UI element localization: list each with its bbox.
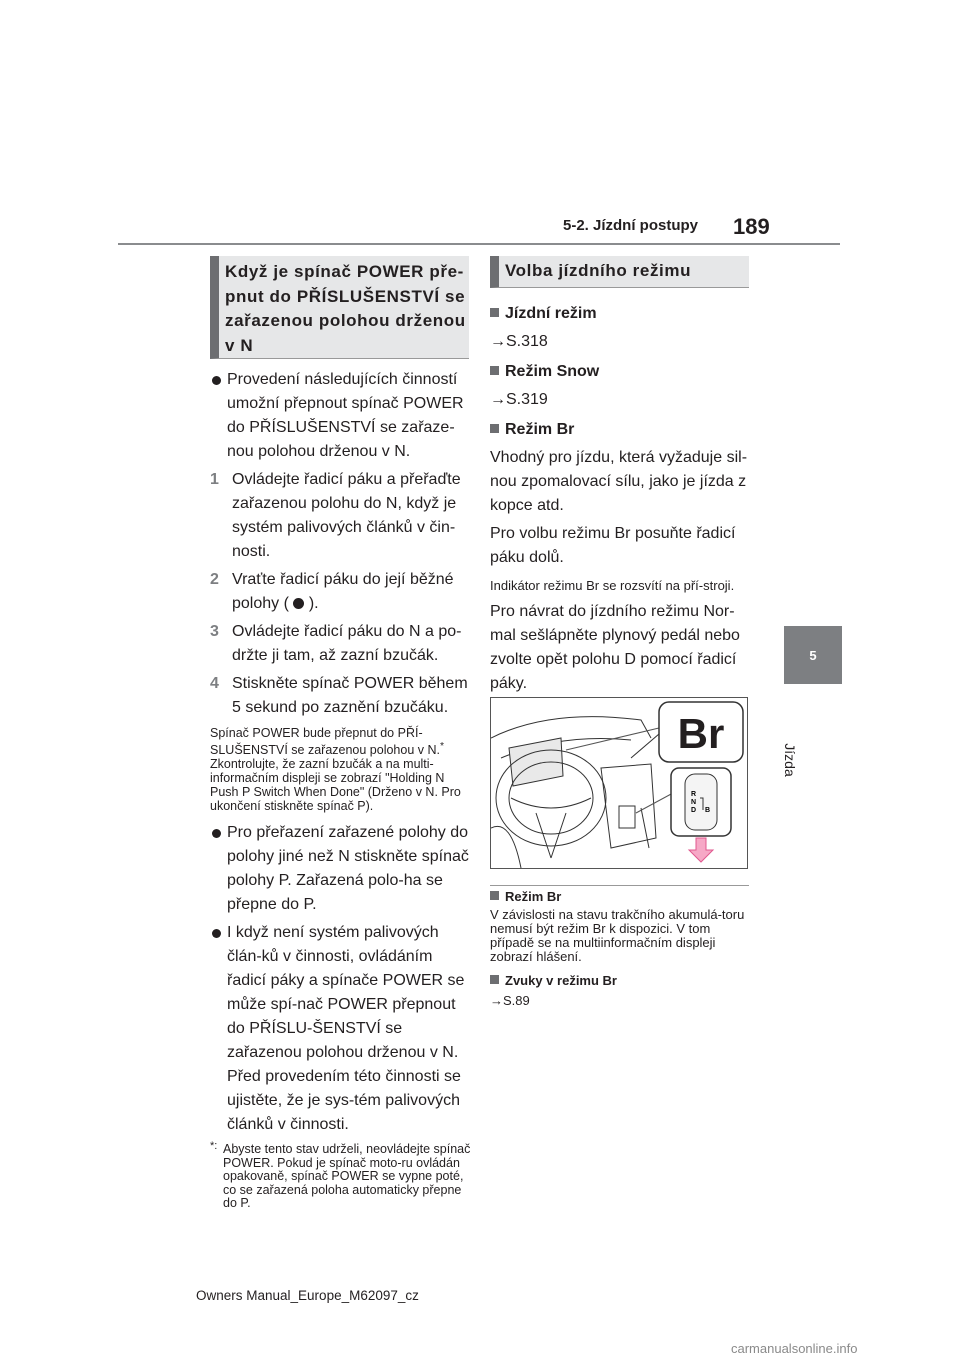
- left-section-title: Když je spínač POWER pře-pnut do PŘÍSLUŠENSTVÍ se zařazenou polohou drženou v N: [225, 262, 466, 355]
- right-section-title: Volba jízdního režimu: [505, 261, 692, 280]
- shift-lever-callout: [671, 768, 731, 836]
- left-column: [210, 368, 473, 1211]
- paragraph: Pro volbu režimu Br posuňte řadicí páku dolů.: [490, 525, 736, 566]
- step-note: [210, 726, 473, 813]
- square-bullet-icon: [490, 308, 499, 317]
- subsection-heading: Jízdní režim: [490, 302, 752, 326]
- step-text-end: ).: [308, 595, 319, 612]
- manual-footer: Owners Manual_Europe_M62097_cz: [196, 1288, 419, 1303]
- lever-letter: D: [691, 807, 697, 814]
- br-indicator-callout: [659, 702, 743, 762]
- step-text: Ovládejte řadicí páku a přeřaďte zařazenou polohu do N, když je systém palivových článků v čin-nosti.: [232, 471, 461, 560]
- paragraph: Pro návrat do jízdního režimu Nor-mal sešlápněte plynový pedál nebo zvolte opět polohu D pomocí řadicí páky.: [490, 603, 740, 692]
- step-number: 2: [210, 571, 219, 588]
- figure-divider: [490, 885, 749, 886]
- chapter-tab[interactable]: [784, 626, 842, 684]
- subsection-heading: Režim Br: [490, 418, 752, 442]
- step-number: 1: [210, 471, 219, 488]
- right-section-title-box: [490, 256, 749, 288]
- note-heading: Zvuky v režimu Br: [490, 974, 752, 988]
- left-section-title-box: [210, 256, 469, 359]
- br-indicator-text: Br: [677, 710, 725, 757]
- square-bullet-icon: [490, 366, 499, 375]
- page-reference-link[interactable]: →S.89: [490, 993, 530, 1008]
- step-text: Vraťte řadicí páku do její běžné polohy (: [232, 571, 454, 612]
- square-bullet-icon: [490, 424, 499, 433]
- footnote-marker[interactable]: *: [439, 741, 445, 752]
- square-bullet-icon: [490, 975, 499, 984]
- subsection-heading: Režim Snow: [490, 360, 752, 384]
- step-1: [210, 468, 473, 564]
- note-text: V závislosti na stavu trakčního akumulá-toru nemusí být režim Br k dispozici. V tom případě se na multiinformačním displeji zobrazí hlášení.: [490, 907, 745, 964]
- page-reference-link[interactable]: →S.319: [490, 391, 548, 408]
- dashboard-figure: [490, 697, 748, 869]
- right-notes: [490, 890, 752, 1008]
- down-arrow-icon: [689, 838, 713, 862]
- note-text-cont: Zkontrolujte, že zazní bzučák a na multi-informačním displeji se zobrazí "Holding N Push P Switch When Done" (Drženo v N. Pro ukončení stiskněte spínač P).: [210, 757, 461, 814]
- dashboard-illustration: [491, 698, 747, 868]
- step-number: 3: [210, 623, 219, 640]
- watermark: carmanualsonline.info: [731, 1341, 858, 1356]
- step-4: [210, 672, 473, 720]
- step-text: Ovládejte řadicí páku do N a po-držte ji tam, až zazní bzučák.: [232, 623, 462, 664]
- page-number: 189: [733, 214, 770, 239]
- bullet-paragraph: Pro přeřazení zařazené polohy do polohy jiné než N stiskněte spínač polohy P. Zařazená polo-ha se přepne do P.: [210, 821, 473, 917]
- page-reference-link[interactable]: →S.318: [490, 333, 548, 350]
- footnote-text: Abyste tento stav udrželi, neovládejte spínač POWER. Pokud je spínač moto-ru ovládán opakovaně, spínač POWER se vypne poté, co se zařazená poloha automaticky přepne do P.: [223, 1142, 471, 1211]
- chapter-label: Jízda: [782, 743, 798, 777]
- lever-letter: B: [705, 807, 711, 814]
- step-text: Stiskněte spínač POWER během 5 sekund po zaznění bzučáku.: [232, 675, 468, 716]
- bullet-paragraph: I když není systém palivových člán-ků v činnosti, ovládáním řadicí páky a spínače POWER se může spí-nač POWER přepnout do PŘÍSLU-ŠENSTVÍ se zařazenou polohou drženou v N. Před provedením této činnosti se ujistěte, že je sys-tém palivových článků v činnosti.: [210, 921, 473, 1137]
- step-number: 4: [210, 675, 219, 692]
- step-3: [210, 620, 473, 668]
- chapter-number: 5: [809, 647, 817, 663]
- bullet-paragraph: Provedení následujících činností umožní přepnout spínač POWER do PŘÍSLUŠENSTVÍ se zařaze-nou polohou drženou v N.: [210, 368, 473, 464]
- lever-letter: R: [691, 791, 697, 798]
- right-column: [490, 296, 752, 696]
- paragraph: Vhodný pro jízdu, která vyžaduje sil-nou zpomalovací sílu, jako je jízda z kopce atd.: [490, 449, 748, 514]
- footnote-mark: *:: [210, 1140, 218, 1153]
- square-bullet-icon: [490, 891, 499, 900]
- note-text: Spínač POWER bude přepnut do PŘÍ-SLUŠENSTVÍ se zařazenou polohou v N.: [210, 726, 440, 758]
- note-heading: Režim Br: [490, 890, 752, 904]
- step-2: [210, 568, 473, 616]
- section-header: 5-2. Jízdní postupy: [563, 217, 699, 234]
- park-position-dot-icon: [293, 598, 304, 609]
- lever-letter: N: [691, 799, 697, 806]
- small-note: Indikátor režimu Br se rozsvítí na pří-stroji.: [490, 578, 735, 593]
- footnote: [210, 1140, 473, 1211]
- header-rule: [118, 243, 840, 245]
